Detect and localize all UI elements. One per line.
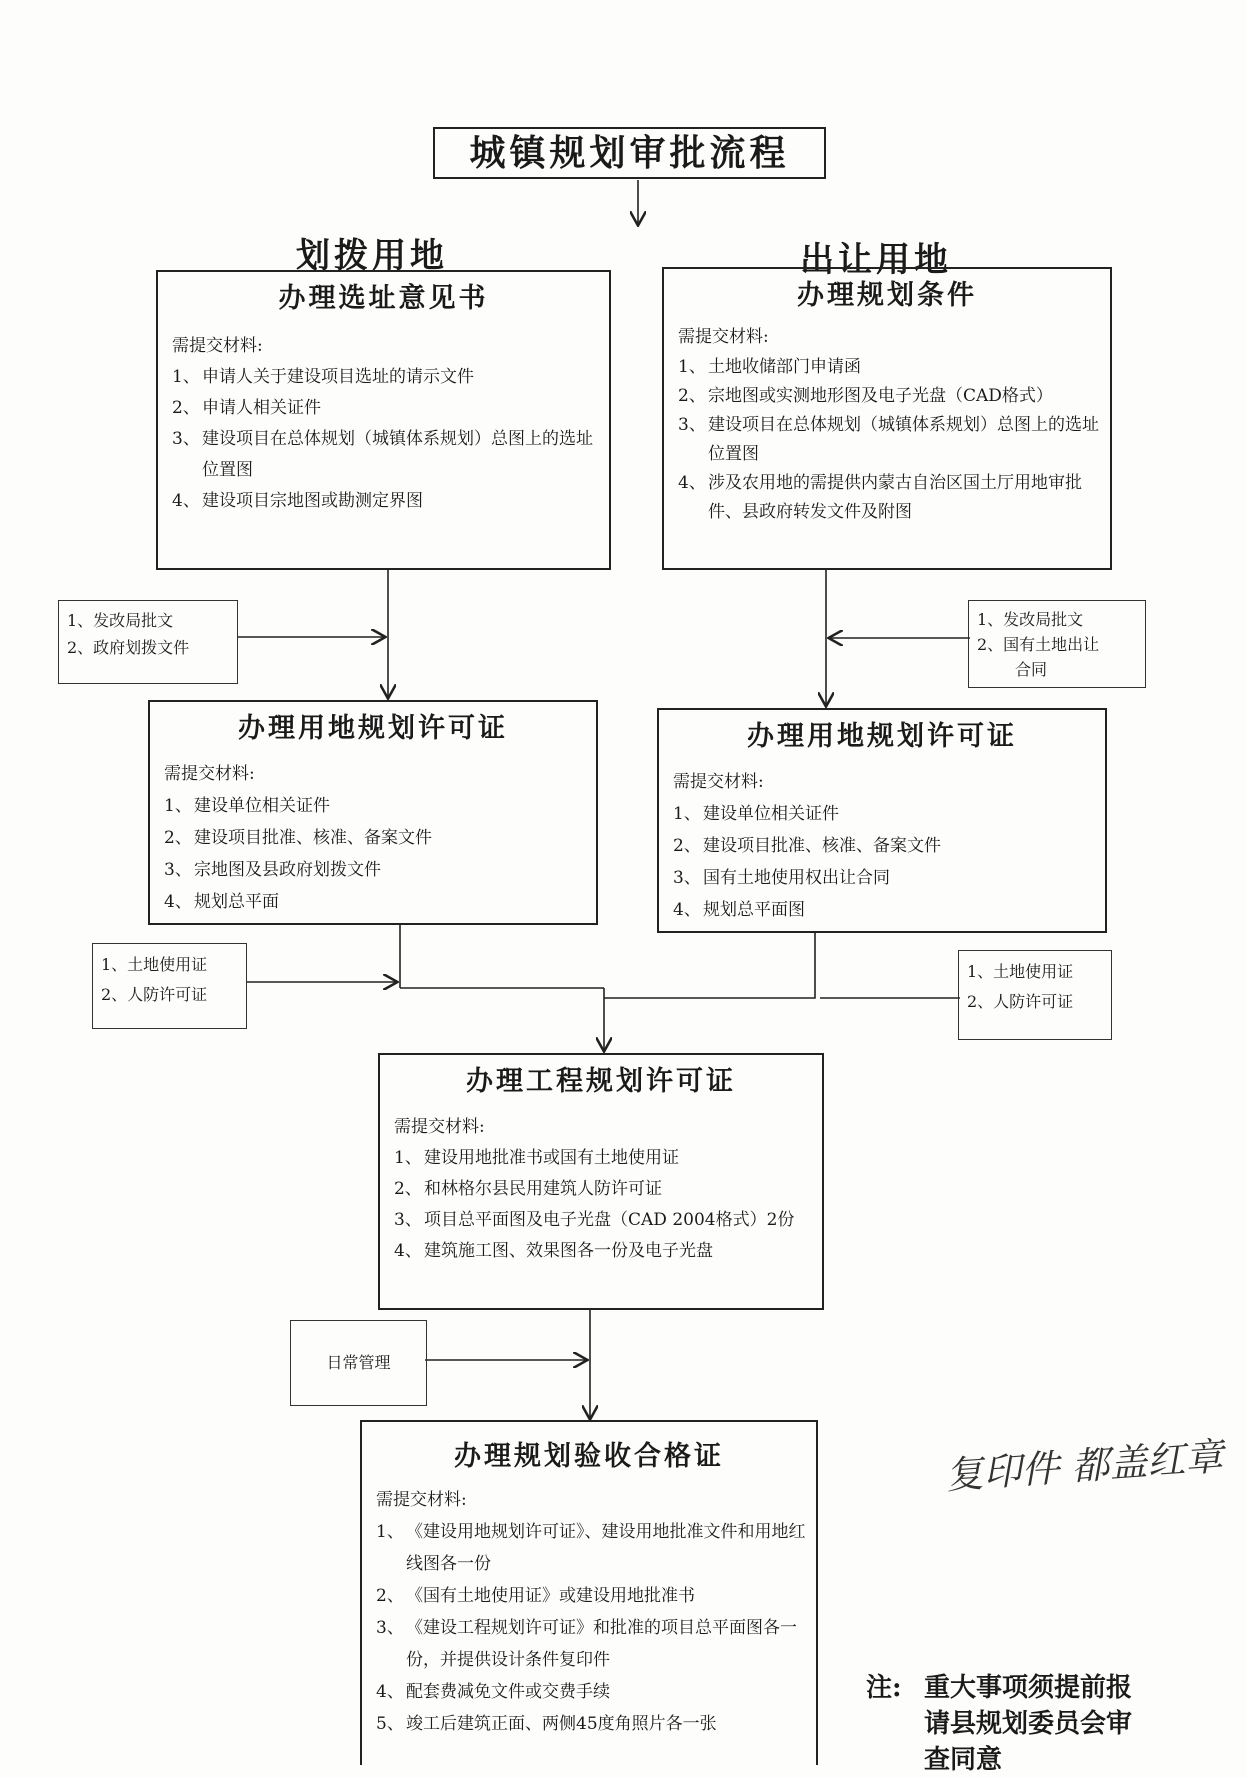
list-item: 3、 建设项目在总体规划（城镇体系规划）总图上的选址位置图 xyxy=(678,415,1099,464)
list-item: 4、 建筑施工图、效果图各一份及电子光盘 xyxy=(394,1241,713,1261)
list-item: 2、 建设项目批准、核准、备案文件 xyxy=(164,828,432,848)
required-label: 需提交材料: xyxy=(164,764,255,784)
list-item: 3、 国有土地使用权出让合同 xyxy=(673,868,890,888)
right-step2-box xyxy=(657,708,1107,933)
side-item: 日常管理 xyxy=(326,1353,391,1372)
left-heading: 划拨用地 xyxy=(296,236,448,276)
page-title: 城镇规划审批流程 xyxy=(433,127,826,179)
list-item: 5、 竣工后建筑正面、两侧45度角照片各一张 xyxy=(376,1714,717,1734)
left-side1-box xyxy=(58,600,238,684)
required-label: 需提交材料: xyxy=(172,336,263,356)
list-item: 1、 申请人关于建设项目选址的请示文件 xyxy=(172,367,474,387)
side-item: 1、土地使用证 xyxy=(101,955,208,974)
list-item: 3、 建设项目在总体规划（城镇体系规划）总图上的选址位置图 xyxy=(172,429,593,480)
side3-box xyxy=(290,1320,427,1406)
note-label: 注: xyxy=(866,1673,902,1703)
list-item: 3、 宗地图及县政府划拨文件 xyxy=(164,860,381,880)
list-item: 2、 申请人相关证件 xyxy=(172,398,321,418)
arrow-right-2-merge xyxy=(604,933,815,998)
side-item: 2、国有土地出让 xyxy=(977,635,1100,654)
step3-title: 办理工程规划许可证 xyxy=(466,1066,736,1097)
list-item: 2、 和林格尔县民用建筑人防许可证 xyxy=(394,1179,662,1199)
side-item: 1、发改局批文 xyxy=(977,610,1084,629)
list-item: 3、 《建设工程规划许可证》和批准的项目总平面图各一份，并提供设计条件复印件 xyxy=(376,1618,797,1670)
side-item: 2、政府划拨文件 xyxy=(67,638,190,657)
side-item: 合同 xyxy=(1015,660,1048,679)
list-item: 1、 建设单位相关证件 xyxy=(164,796,330,816)
left-step2-box xyxy=(148,700,598,925)
handwritten-signature: 复印件 都盖红章 xyxy=(944,1434,1225,1498)
list-item: 3、 项目总平面图及电子光盘（CAD 2004格式）2份 xyxy=(394,1210,795,1230)
side-item: 2、人防许可证 xyxy=(967,992,1074,1011)
side-item: 2、人防许可证 xyxy=(101,985,208,1004)
required-label: 需提交材料: xyxy=(394,1117,485,1137)
required-label: 需提交材料: xyxy=(673,772,764,792)
right-side1-box xyxy=(968,600,1146,688)
left-step1-title: 办理选址意见书 xyxy=(278,283,489,314)
required-label: 需提交材料: xyxy=(376,1490,467,1510)
step3-box xyxy=(378,1053,824,1310)
right-step2-title: 办理用地规划许可证 xyxy=(747,721,1017,752)
note xyxy=(866,1670,1144,1778)
note-text: 重大事项须提前报请县规划委员会审查同意 xyxy=(924,1673,1133,1775)
list-item: 4、 涉及农用地的需提供内蒙古自治区国土厅用地审批件、县政府转发文件及附图 xyxy=(678,473,1082,522)
right-step1-box xyxy=(662,267,1112,570)
right-side2-box xyxy=(958,950,1112,1040)
list-item: 4、 规划总平面图 xyxy=(673,900,805,920)
list-item: 1、 《建设用地规划许可证》、建设用地批准文件和用地红线图各一份 xyxy=(376,1522,806,1574)
list-item: 4、 规划总平面 xyxy=(164,892,279,912)
list-item: 2、 建设项目批准、核准、备案文件 xyxy=(673,836,941,856)
right-heading: 出让用地 xyxy=(800,240,952,280)
step4-box xyxy=(360,1420,818,1765)
list-item: 2、 宗地图或实测地形图及电子光盘（CAD格式） xyxy=(678,386,1053,406)
list-item: 1、 建设用地批准书或国有土地使用证 xyxy=(394,1148,679,1168)
left-step1-box xyxy=(156,270,611,570)
list-item: 4、 配套费减免文件或交费手续 xyxy=(376,1682,610,1702)
side-item: 1、土地使用证 xyxy=(967,962,1074,981)
list-item: 1、 建设单位相关证件 xyxy=(673,804,839,824)
step4-title: 办理规划验收合格证 xyxy=(454,1441,724,1472)
list-item: 2、 《国有土地使用证》或建设用地批准书 xyxy=(376,1586,695,1606)
list-item: 1、 土地收储部门申请函 xyxy=(678,357,861,377)
required-label: 需提交材料: xyxy=(678,327,769,347)
side-item: 1、发改局批文 xyxy=(67,611,174,630)
list-item: 4、 建设项目宗地图或勘测定界图 xyxy=(172,491,423,511)
left-step2-title: 办理用地规划许可证 xyxy=(238,713,508,744)
right-step1-title: 办理规划条件 xyxy=(797,280,977,311)
left-side2-box xyxy=(92,943,247,1029)
